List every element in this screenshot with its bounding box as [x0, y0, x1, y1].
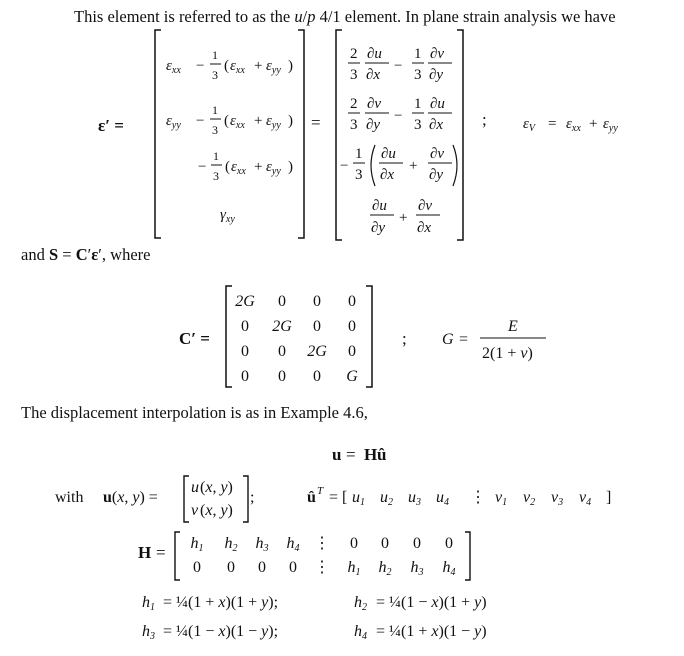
volumetric-strain: [523, 116, 618, 134]
svg-text:εxx: $\varepsilon_{xx}$: [230, 58, 245, 76]
left-bracket-close: [298, 30, 304, 238]
svg-text:εyy: $\varepsilon_{yy}$: [166, 113, 181, 131]
h-matrix-cell: h3: [410, 559, 424, 578]
svg-text:u: u: [332, 445, 342, 464]
svg-text:3: 3: [212, 68, 218, 82]
svg-text:u(x, y) =: u(x, y) =: [103, 489, 158, 506]
c-matrix-cell: 0: [348, 343, 356, 360]
svg-text:−: −: [394, 58, 403, 74]
svg-text:=: =: [311, 113, 321, 132]
h-matrix-cell: 0: [289, 559, 297, 576]
c-matrix-cell: 0: [348, 293, 356, 310]
svg-text:3: 3: [414, 117, 422, 133]
svg-text:3: 3: [414, 67, 422, 83]
svg-text:+: +: [589, 116, 598, 132]
svg-text:=: =: [548, 116, 557, 132]
svg-text:+: +: [254, 58, 263, 74]
svg-text:): ): [288, 159, 293, 175]
h-matrix-cell: 0: [350, 535, 358, 552]
svg-text:∂u: ∂u: [372, 198, 387, 214]
svg-text:3: 3: [355, 167, 363, 183]
svg-text:∂x: ∂x: [429, 117, 444, 133]
h-matrix-cell: 0: [193, 559, 201, 576]
svg-text:=: =: [459, 331, 469, 348]
svg-text:= ¼(1 − x)(1 + y): = ¼(1 − x)(1 + y): [376, 594, 487, 611]
svg-text:;: ;: [250, 489, 255, 506]
svg-text:∂v: ∂v: [367, 96, 382, 112]
svg-text:εxx: $\varepsilon_{xx}$: [231, 159, 246, 177]
svg-text:∂y: ∂y: [429, 67, 444, 83]
svg-text:v3: v3: [551, 489, 564, 508]
h-matrix-cell: 0: [413, 535, 421, 552]
h-matrix-cell: h4: [286, 535, 300, 554]
c-matrix-cell: 0: [241, 343, 249, 360]
svg-text:1: 1: [414, 96, 422, 112]
svg-text:(x, y): (x, y): [200, 502, 233, 519]
h-matrix-cell: h3: [255, 535, 269, 554]
svg-text:+: +: [409, 158, 418, 174]
c-matrix-cell: 0: [241, 318, 249, 335]
svg-text:=: =: [156, 543, 166, 562]
svg-text:H: H: [364, 445, 378, 464]
svg-text:2: 2: [350, 46, 358, 62]
svg-text:3: 3: [213, 169, 219, 183]
svg-text:v2: v2: [523, 489, 536, 508]
h-matrix-cell: 0: [381, 535, 389, 552]
svg-text:3: 3: [350, 117, 358, 133]
svg-text:∂x: ∂x: [380, 167, 395, 183]
svg-text:∂u: ∂u: [381, 146, 396, 162]
svg-text:+: +: [399, 210, 408, 226]
svg-text:û: û: [377, 445, 387, 464]
svg-text:T: T: [317, 485, 324, 497]
right-bracket-close: [457, 30, 463, 240]
svg-text:h4: h4: [354, 623, 367, 642]
c-matrix-cell: 0: [278, 368, 286, 385]
svg-text:=: =: [346, 445, 356, 464]
svg-text:G: G: [442, 331, 454, 348]
strain-entry-1: [166, 48, 293, 82]
svg-text:(: (: [224, 113, 229, 129]
svg-text:(: (: [224, 58, 229, 74]
h-matrix-cell: h2: [224, 535, 238, 554]
h-matrix-cell: h1: [347, 559, 361, 578]
strain-entry-2: [166, 103, 293, 137]
and-s-paragraph: and S = C′ε′, where: [21, 245, 151, 264]
svg-text:): ): [288, 113, 293, 129]
right-bracket-open: [336, 30, 342, 240]
svg-text:3: 3: [350, 67, 358, 83]
c-matrix-cell: 0: [313, 368, 321, 385]
svg-text:E: E: [508, 318, 518, 335]
svg-text:1: 1: [212, 48, 218, 62]
svg-text:C′ =: C′ =: [179, 329, 210, 348]
svg-text:3: 3: [212, 123, 218, 137]
h-matrix-cell: h1: [190, 535, 204, 554]
svg-text:1: 1: [212, 103, 218, 117]
h-matrix-cell: h4: [442, 559, 456, 578]
svg-text:v: v: [191, 502, 199, 519]
svg-text:+: +: [254, 159, 263, 175]
svg-text:= [: = [: [329, 489, 348, 506]
svg-text:(: (: [225, 159, 230, 175]
h-matrix-cell: 0: [227, 559, 235, 576]
svg-text:= ¼(1 + x)(1 + y);: = ¼(1 + x)(1 + y);: [163, 594, 279, 611]
shape-functions: [142, 594, 487, 642]
svg-text:εyy: $\varepsilon_{yy}$: [266, 58, 281, 76]
svg-text:= ¼(1 − x)(1 − y);: = ¼(1 − x)(1 − y);: [163, 623, 279, 640]
svg-text:εxx: $\varepsilon_{xx}$: [230, 113, 245, 131]
svg-text:εxx: $\varepsilon_{xx}$: [166, 58, 181, 76]
rhs-entry-3: [340, 145, 457, 186]
c-matrix-cell: 0: [278, 343, 286, 360]
svg-text:εyy: $\varepsilon_{yy}$: [603, 116, 618, 134]
svg-text:h2: h2: [354, 594, 367, 613]
svg-text:∂y: ∂y: [371, 220, 386, 236]
svg-text:u3: u3: [408, 489, 421, 508]
svg-text:∂x: ∂x: [366, 67, 381, 83]
rhs-entry-1: [348, 46, 452, 83]
svg-text:∂v: ∂v: [430, 146, 445, 162]
c-matrix-cell: 0: [278, 293, 286, 310]
intro-paragraph: This element is referred to as the u/p 4/1 element. In plane strain analysis we have: [74, 7, 616, 26]
svg-text:−: −: [394, 108, 403, 124]
c-matrix-cell: 2G: [307, 343, 327, 360]
h-matrix-cell: 0: [258, 559, 266, 576]
h-matrix-cell: ⋮: [314, 535, 330, 552]
svg-text:∂v: ∂v: [430, 46, 445, 62]
svg-text:1: 1: [355, 146, 363, 162]
with-line: [55, 476, 611, 522]
c-matrix-cell: 2G: [235, 293, 255, 310]
strain-entry-3: [198, 149, 293, 183]
c-matrix-cell: G: [346, 368, 358, 385]
svg-text:∂y: ∂y: [366, 117, 381, 133]
svg-text:u: u: [191, 479, 199, 496]
svg-text:∂y: ∂y: [429, 167, 444, 183]
strain-lhs: ε′ =: [98, 116, 124, 135]
svg-text:∂x: ∂x: [417, 220, 432, 236]
svg-text:H: H: [138, 543, 152, 562]
svg-text:): ): [288, 58, 293, 74]
svg-text:εyy: $\varepsilon_{yy}$: [266, 113, 281, 131]
svg-text:h3: h3: [142, 623, 155, 642]
svg-text:with: with: [55, 489, 84, 506]
svg-text:+: +: [254, 113, 263, 129]
displacement-paragraph: The displacement interpolation is as in Example 4.6,: [21, 403, 368, 422]
svg-text:∂v: ∂v: [418, 198, 433, 214]
c-matrix-cell: 0: [241, 368, 249, 385]
svg-text:−: −: [340, 158, 349, 174]
svg-text:εyy: $\varepsilon_{yy}$: [266, 159, 281, 177]
h-matrix-cell: ⋮: [314, 559, 330, 576]
svg-text:h1: h1: [142, 594, 155, 613]
svg-text:u2: u2: [380, 489, 393, 508]
svg-text:;: ;: [402, 329, 407, 348]
svg-text:2: 2: [350, 96, 358, 112]
c-matrix-cell: 0: [313, 293, 321, 310]
svg-text:εV: $\varepsilon_V$: [523, 116, 536, 134]
svg-text:∂u: ∂u: [367, 46, 382, 62]
svg-text:−: −: [196, 113, 205, 129]
h-matrix-cell: h2: [378, 559, 392, 578]
svg-text:;: ;: [482, 110, 487, 129]
rhs-entry-4: [370, 198, 440, 236]
svg-text:v1: v1: [495, 489, 508, 508]
g-definition: [442, 318, 546, 362]
c-matrix-cell: 2G: [272, 318, 292, 335]
svg-text:εxx: $\varepsilon_{xx}$: [566, 116, 581, 134]
strain-entry-4: $\gamma_{xy}$: [220, 207, 235, 225]
svg-text:]: ]: [606, 489, 612, 506]
svg-text:u1: u1: [352, 489, 365, 508]
u-equals-hu: [332, 445, 386, 464]
c-matrix-cell: 0: [313, 318, 321, 335]
rhs-entry-2: [348, 96, 452, 133]
svg-text:1: 1: [213, 149, 219, 163]
strain-equation: [0, 0, 684, 245]
svg-text:−: −: [196, 58, 205, 74]
svg-text:û: û: [307, 489, 316, 506]
svg-text:2(1 + ν): 2(1 + ν): [482, 345, 533, 362]
svg-text:= ¼(1 + x)(1 − y): = ¼(1 + x)(1 − y): [376, 623, 487, 640]
svg-text:−: −: [198, 159, 207, 175]
svg-text:v4: v4: [579, 489, 592, 508]
svg-text:1: 1: [414, 46, 422, 62]
svg-text:u4: u4: [436, 489, 449, 508]
svg-text:(x, y): (x, y): [200, 479, 233, 496]
svg-text:⋮: ⋮: [470, 489, 486, 506]
c-matrix-cell: 0: [348, 318, 356, 335]
h-matrix-cell: 0: [445, 535, 453, 552]
left-bracket-open: [155, 30, 161, 238]
svg-text:∂u: ∂u: [430, 96, 445, 112]
